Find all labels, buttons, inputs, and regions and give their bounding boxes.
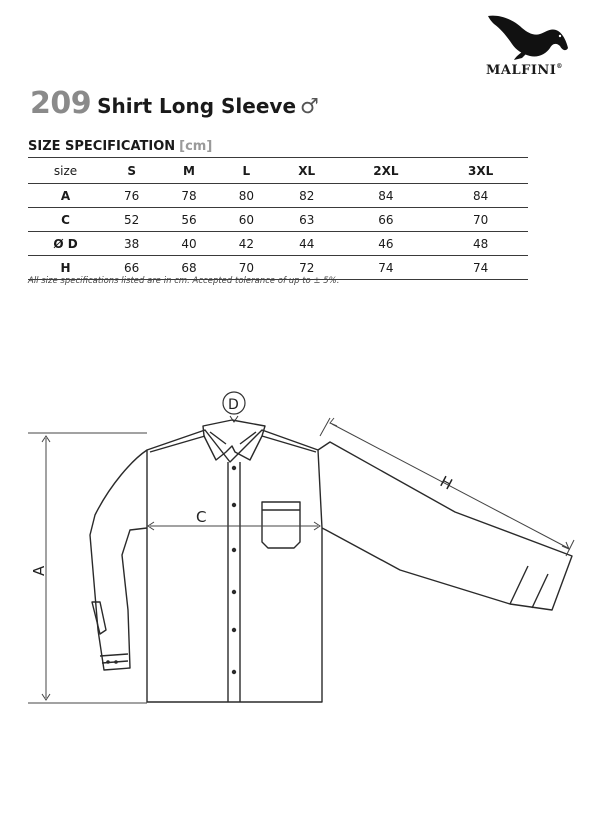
table-cell: 78	[160, 184, 217, 208]
table-cell: 82	[275, 184, 338, 208]
table-cell: 84	[338, 184, 433, 208]
table-row	[28, 184, 528, 208]
table-cell: 66	[338, 208, 433, 232]
table-cell: 60	[218, 208, 275, 232]
table-row	[28, 208, 528, 232]
header-cell: M	[160, 158, 217, 184]
row-label: C	[28, 208, 103, 232]
product-code: 209	[30, 86, 92, 121]
size-table	[28, 157, 528, 280]
measure-label-h: H	[436, 472, 456, 494]
measure-label-d: D	[228, 397, 239, 413]
table-cell: 63	[275, 208, 338, 232]
header-cell: size	[28, 158, 103, 184]
shirt-placket	[228, 462, 240, 702]
table-cell: 84	[433, 184, 528, 208]
measure-label-c: C	[196, 508, 207, 526]
table-cell: 48	[433, 232, 528, 256]
table-cell: 70	[218, 256, 275, 280]
header-cell: XL	[275, 158, 338, 184]
table-row	[28, 232, 528, 256]
chest-pocket	[262, 502, 300, 548]
product-name: Shirt Long Sleeve	[97, 94, 297, 118]
product-title	[30, 86, 319, 126]
header-cell: L	[218, 158, 275, 184]
tolerance-note: All size specifications listed are in cm. Accepted tolerance of up to ± 5%.	[28, 276, 340, 286]
size-spec-title: SIZE SPECIFICATION [cm]	[28, 139, 213, 154]
male-symbol-icon: ♂	[300, 94, 319, 118]
table-cell: 66	[103, 256, 160, 280]
table-cell: 80	[218, 184, 275, 208]
row-label: H	[28, 256, 103, 280]
table-cell: 56	[160, 208, 217, 232]
header-cell: S	[103, 158, 160, 184]
table-cell: 74	[338, 256, 433, 280]
table-header-row	[28, 158, 528, 184]
table-cell: 52	[103, 208, 160, 232]
table-cell: 72	[275, 256, 338, 280]
shirt-body-outline	[147, 430, 322, 702]
table-cell: 74	[433, 256, 528, 280]
table-cell: 68	[160, 256, 217, 280]
table-cell: 44	[275, 232, 338, 256]
right-sleeve	[318, 442, 572, 610]
table-cell: 46	[338, 232, 433, 256]
header-cell: 3XL	[433, 158, 528, 184]
table-cell: 40	[160, 232, 217, 256]
row-label: Ø D	[28, 232, 103, 256]
table-cell: 42	[218, 232, 275, 256]
row-label: A	[28, 184, 103, 208]
measure-label-a: A	[30, 565, 48, 576]
table-cell: 38	[103, 232, 160, 256]
table-cell: 70	[433, 208, 528, 232]
shirt-measurement-diagram	[0, 380, 600, 720]
table-cell: 76	[103, 184, 160, 208]
header-cell: 2XL	[338, 158, 433, 184]
left-sleeve	[90, 450, 147, 670]
brand-name: MALFINI®	[486, 63, 563, 78]
unit-label: [cm]	[179, 139, 213, 154]
